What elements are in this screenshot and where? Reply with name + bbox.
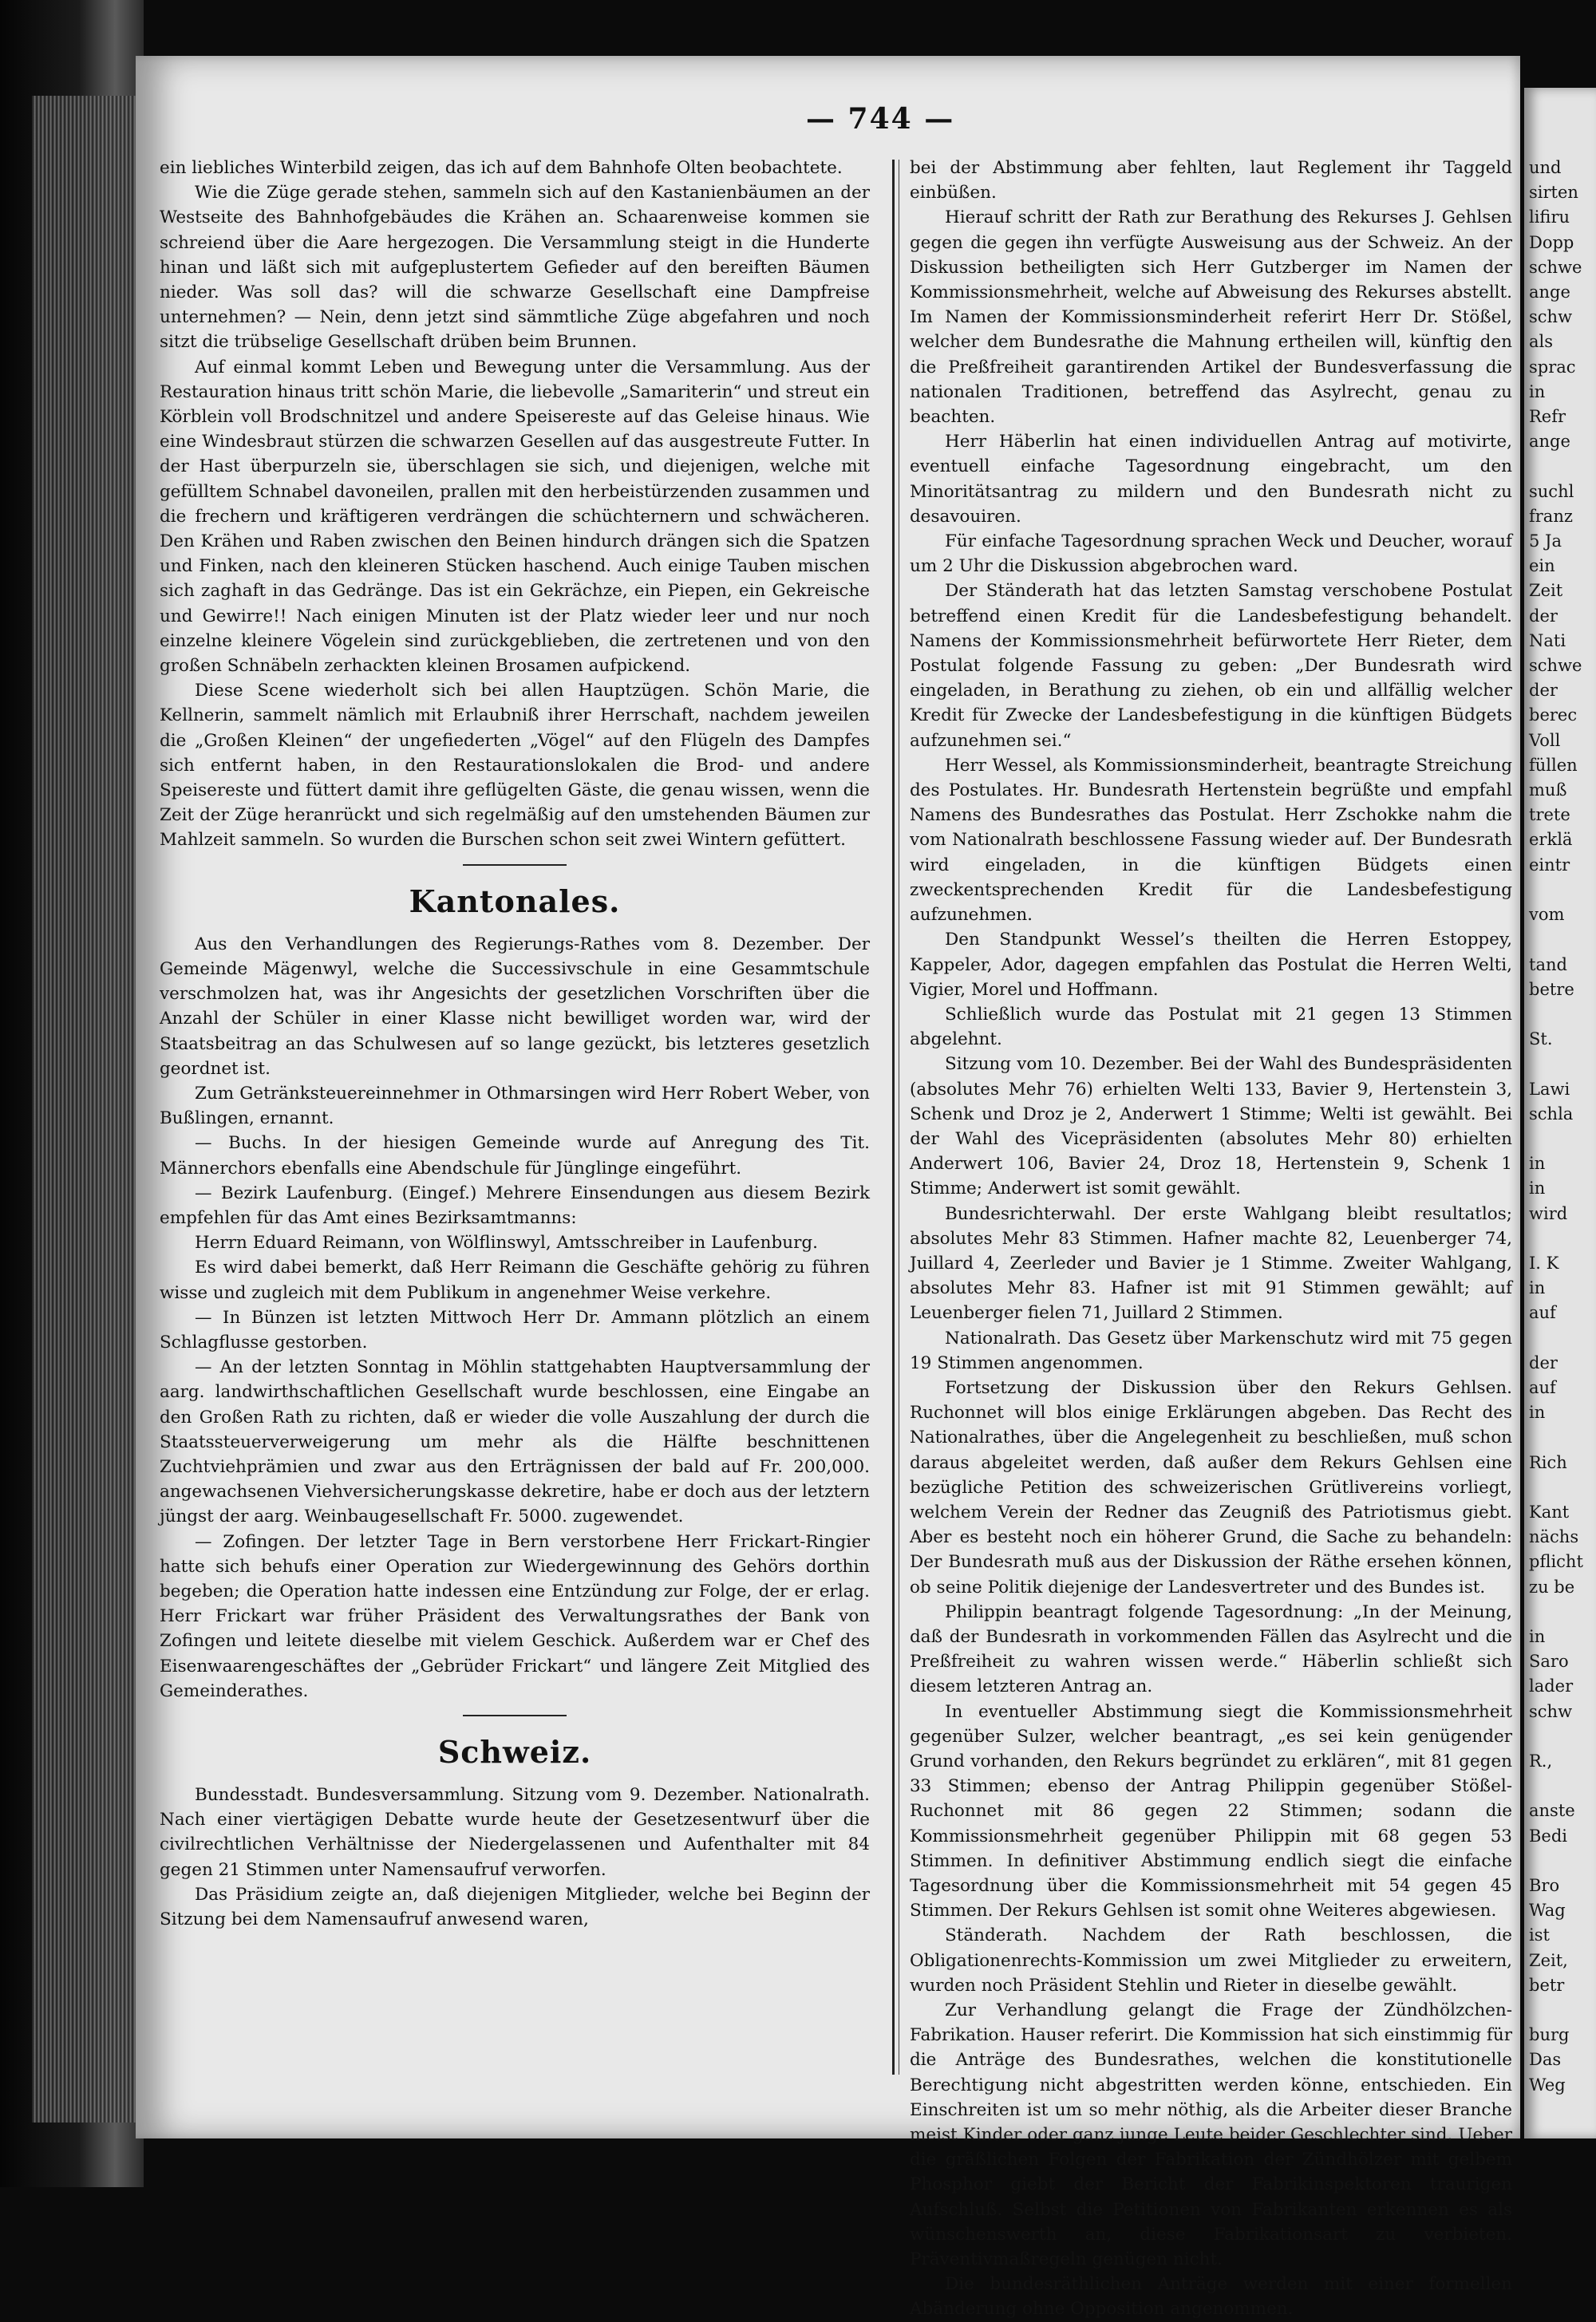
- next-page-line-fragment: suchl: [1529, 481, 1574, 501]
- next-page-line-fragment: schwe: [1529, 656, 1582, 676]
- next-page-line-fragment: [1524, 1600, 1596, 1625]
- next-page-line-fragment: Das: [1529, 2050, 1562, 2070]
- column-rule: [892, 160, 895, 2075]
- news-item: Herr Häberlin hat einen individuellen Antrag auf motivirte, eventuell einfache Tagesordnung eingebracht, um den Minoritätsantrag zu mildern und den Bundesrath nicht zu desavouiren.: [910, 432, 1512, 527]
- next-page-line-fragment: schwe: [1529, 257, 1582, 277]
- news-item: Bundesrichterwahl. Der erste Wahlgang bleibt resultatlos; absolutes Mehr 83 Stimmen. Hafner machte 82, Leuenberger 74, Juillard 4, Zeerleder und Bavier je 1 Stimme. Zweiter Wahlgang, absolutes Mehr 83. Hafner ist mit 91 Stimmen gewählt; auf Leuenberger fielen 71, Juillard 2 Stimmen.: [910, 1203, 1512, 1324]
- next-page-line-fragment: trete: [1529, 805, 1570, 825]
- next-page-line-fragment: muß: [1529, 780, 1567, 800]
- next-page-line-fragment: Bedi: [1529, 1826, 1568, 1846]
- news-item: Für einfache Tagesordnung sprachen Weck und Deucher, worauf um 2 Uhr die Diskussion abgebrochen ward.: [910, 531, 1512, 577]
- next-page-line-fragment: [1524, 927, 1596, 952]
- section-heading-schweiz: Schweiz.: [437, 1733, 592, 1770]
- next-page-line-fragment: ist: [1529, 1925, 1550, 1945]
- next-page-line-fragment: Saro: [1529, 1652, 1569, 1672]
- next-page-line-fragment: Zeit,: [1529, 1950, 1568, 1970]
- next-page-line-fragment: [1524, 1425, 1596, 1450]
- next-page-line-fragment: Voll: [1529, 730, 1561, 750]
- next-page-line-fragment: [1524, 1002, 1596, 1027]
- next-page-line-fragment: auf: [1529, 1377, 1556, 1397]
- next-page-line-fragment: Weg: [1529, 2075, 1566, 2095]
- next-page-line-fragment: der: [1529, 606, 1558, 626]
- next-page-line-fragment: betr: [1529, 1975, 1565, 1995]
- next-page-line-fragment: franz: [1529, 506, 1573, 526]
- next-page-line-fragment: in: [1529, 1626, 1546, 1646]
- news-item: — In Bünzen ist letzten Mittwoch Herr Dr. Ammann plötzlich an einem Schlagflusse gestorben.: [160, 1307, 870, 1353]
- article-paragraph: Auf einmal kommt Leben und Bewegung unter die Versammlung. Aus der Restauration hinaus tritt schön Marie, die liebevolle „Samariterin“ und streut ein Körblein voll Brodschnitzel und andere Speisereste auf das Geleise hinaus. Wie eine Windesbraut stürzen die schwarzen Gesellen auf das ausgestreute Futter. In der Hast überpurzeln sie, überschlagen sie sich, und diejenigen, welche mit gefülltem Schnabel davoneilen, prallen mit den herbeistürzenden zusammen und die frechern und kräftigeren verdrängen die schüchternern und schwächeren. Den Krähen und Raben zwischen den Beinen hindurch drängen sich die Spatzen und Finken, nach den kleineren Stücken haschend. Auch einige Tauben mischen sich zaghaft in das Gedränge. Das ist ein Gekrächze, ein Piepen, ein Gekreische und Gewirre!! Nach einigen Minuten ist der Platz wieder leer und nur noch einzelne kleinere Vögelein sind zurückgeblieben, die zertretenen und von den großen Schnäbeln zerhackten kleinen Brosamen aufpickend.: [160, 357, 870, 677]
- news-item: — Buchs. In der hiesigen Gemeinde wurde auf Anregung des Tit. Männerchors ebenfalls eine Abendschule für Jünglinge eingeführt.: [160, 1133, 870, 1179]
- page-stack-edge: [32, 96, 144, 2123]
- news-item: — Bezirk Laufenburg. (Eingef.) Mehrere Einsendungen aus diesem Bezirk empfehlen für das Amt eines Bezirksamtmanns:: [160, 1183, 870, 1228]
- next-page-line-fragment: burg: [1529, 2025, 1570, 2045]
- next-page-line-fragment: [1524, 1724, 1596, 1749]
- next-page-line-fragment: in: [1529, 1278, 1546, 1298]
- next-page-line-fragment: wird: [1529, 1203, 1568, 1223]
- news-item: Der Ständerath hat das letzten Samstag verschobene Postulat betreffend einen Kredit für die Landesbefestigung behandelt. Namens der Kommissionsmehrheit befürwortete Herr Rieter, dem Postulat folgende Fassung zu geben: „Der Bundesrath wird eingeladen, in Berathung zu ziehen, ob ein und allfällig welcher Kredit für Zwecke der Landesbefestigung in die künftigen Büdgets aufzunehmen sei.“: [910, 581, 1512, 751]
- next-page-line-fragment: und: [1529, 158, 1562, 177]
- news-item: Es wird dabei bemerkt, daß Herr Reimann die Geschäfte gehörig zu führen wisse und zugleich mit dem Publikum in angenehmer Weise verkehre.: [160, 1258, 870, 1303]
- news-item: — An der letzten Sonntag in Möhlin stattgehabten Hauptversammlung der aarg. landwirthschaftlichen Gesellschaft wurde beschlossen, eine Eingabe an den Großen Rath zu richten, daß er wieder die volle Auszahlung der durch die Staatssteuerverweigerung um mehr als die Hälfte beschnittenen Zuchtviehprämien und zwar aus den Erträgnissen der bald auf Fr. 200,000. angewachsenen Viehversicherungskasse dekretire, habe er doch aus der letztern jüngst der aarg. Weinbaugesellschaft Fr. 5000. zugewendet.: [160, 1357, 870, 1527]
- news-item: Zur Verhandlung gelangt die Frage der Zündhölzchen-Fabrikation. Hauser referirt. Die Kommission hat sich einstimmig für die Anträge des Bundesrathes, welchen die konstitutionelle Berechtigung nicht abgestritten werden könne, entschieden. Ein Einschreiten ist um so mehr nöthig, als die Arbeiter dieser Branche meist Kinder oder ganz junge Leute beider Geschlechter sind. Ueber die gräßlichen Folgen der Fabrikation der Zündhölzer mit gelbem Phosphor giebt der Bericht der Fabrikinspektoren traurigen Aufschluß. Selbst die Petitionen von Fabrikanten erkennen es als wünschenswerth an, diese Fabrikationsart zu verbieten. Präventivmaßregeln genügen nicht.: [910, 2000, 1512, 2270]
- section-divider: [463, 864, 567, 866]
- next-page-line-fragment: nächs: [1529, 1527, 1579, 1547]
- next-page-line-fragment: der: [1529, 681, 1558, 701]
- news-item: Fortsetzung der Diskussion über den Rekurs Gehlsen. Ruchonnet will blos einige Erklärungen abgeben. Das Recht des Nationalrathes, über die Angelegenheit zu beschließen, muß schon daraus abgeleitet werden, daß außer dem Rekurs Gehlsen eine bezügliche Petition des schweizerischen Grütlivereins vorliegt, welchem Verein der Redner das Zeugniß des Patriotismus giebt. Aber es besteht noch ein höherer Grund, die Sache zu behandeln: Der Bundesrath muß aus der Diskussion der Räthe ersehen können, ob seine Politik diejenige der Landesvertreter und des Bundes ist.: [910, 1377, 1512, 1597]
- next-page-line-fragment: Bro: [1529, 1876, 1560, 1896]
- next-page-line-fragment: als: [1529, 332, 1554, 352]
- news-item: Zum Getränksteuereinnehmer in Othmarsingen wird Herr Robert Weber, von Bußlingen, ernannt.: [160, 1083, 870, 1129]
- next-page-line-fragment: füllen: [1529, 755, 1578, 775]
- next-page-line-fragment: Kant: [1529, 1502, 1570, 1522]
- section-divider: [463, 1715, 567, 1716]
- article-continuation: bei der Abstimmung aber fehlten, laut Reglement ihr Taggeld einbüßen.: [910, 158, 1512, 203]
- next-page-line-fragment: erklä: [1529, 830, 1573, 850]
- next-page-line-fragment: der: [1529, 1353, 1558, 1372]
- next-page-line-fragment: auf: [1529, 1303, 1556, 1323]
- article-paragraph: Diese Scene wiederholt sich bei allen Hauptzügen. Schön Marie, die Kellnerin, sammelt nämlich mit Erlaubniß ihrer Herrschaft, nachdem jeweilen die „Großen Kleinen“ der ungefiederten „Vögel“ auf den Flügeln des Dampfes sich entfernt haben, in den Restaurationslokalen die Brod- und andere Speisereste und füttert damit ihre geflügelten Gäste, die genau wissen, wenn die Zeit der Züge heranrückt und sich regelmäßig auf den umstehenden Bäumen zur Mahlzeit sammeln. So wurden die Burschen schon seit zwei Wintern gefüttert.: [160, 681, 870, 851]
- news-item: Nationalrath. Das Gesetz über Markenschutz wird mit 75 gegen 19 Stimmen angenommen.: [910, 1328, 1512, 1373]
- news-item: Hierauf schritt der Rath zur Berathung des Rekurses J. Gehlsen gegen die gegen ihn verfügte Ausweisung aus der Schweiz. An der Diskussion betheiligten sich Herr Gutzberger im Namen der Kommissionsmehrheit, welche auf Abweisung des Rekurses abstellt. Im Namen der Kommissionsminderheit referirt Herr Dr. Stößel, welcher dem Bundesrathe die Mahnung ertheilen will, künftig den die Preßfreiheit garantirenden Artikel der Bundesverfassung die nationalen Traditionen, betreffend das Asylrecht, genau zu beachten.: [910, 207, 1512, 428]
- news-item: Herr Wessel, als Kommissionsminderheit, beantragte Streichung des Postulates. Hr. Bundesrath Hertenstein begrüßte und empfahl Namens des Bundesrathes das Postulat. Herr Zschokke nahm die vom Nationalrath beschlossene Fassung wieder auf. Der Bundesrath wird eingeladen, in die künftigen Büdgets einen zweckentsprechenden Kredit für die Landesbefestigung aufzunehmen.: [910, 755, 1512, 926]
- next-page-line-fragment: betre: [1529, 979, 1574, 999]
- next-page-line-fragment: anste: [1529, 1801, 1575, 1821]
- next-page-line-fragment: [1524, 1326, 1596, 1351]
- next-page-line-fragment: Rich: [1529, 1452, 1567, 1472]
- next-page-line-fragment: berec: [1529, 705, 1578, 725]
- next-page-line-fragment: lader: [1529, 1676, 1574, 1696]
- page-number: — 744 —: [806, 102, 955, 136]
- next-page-line-fragment: 5 Ja: [1529, 531, 1562, 551]
- right-column: [910, 156, 1512, 2322]
- next-page-line-fragment: [1524, 1052, 1596, 1076]
- news-item: In eventueller Abstimmung siegt die Kommissionsmehrheit gegenüber Sulzer, welcher beantragt, „es sei kein genügender Grund vorhanden, den Rekurs begründet zu erklären“, mit 81 gegen 33 Stimmen; ebenso der Antrag Philippin gegenüber Stößel-Ruchonnet mit 86 gegen 22 Stimmen; sodann die Kommissionsmehrheit gegenüber Philippin mit 68 gegen 53 Stimmen. In definitiver Abstimmung endlich siegt die einfache Tagesordnung über die Kommissionsmehrheit mit 54 gegen 45 Stimmen. Der Rekurs Gehlsen ist somit ohne Weiteres abgewiesen.: [910, 1701, 1512, 1921]
- left-column: [160, 156, 870, 1932]
- news-item: Herrn Eduard Reimann, von Wölflinswyl, Amtsschreiber in Laufenburg.: [195, 1233, 818, 1254]
- next-page-line-fragment: Wag: [1529, 1901, 1566, 1921]
- next-page-line-fragment: St.: [1529, 1029, 1553, 1049]
- next-page-line-fragment: tand: [1529, 954, 1567, 974]
- next-page-line-fragment: [1524, 1127, 1596, 1151]
- next-page-line-fragment: in: [1529, 1154, 1546, 1174]
- next-page-line-fragment: Dopp: [1529, 232, 1574, 252]
- next-page-line-fragment: in: [1529, 1179, 1546, 1199]
- next-page-line-fragment: I. K: [1529, 1253, 1559, 1273]
- next-page-edge: [1524, 88, 1596, 2138]
- next-page-line-fragment: vom: [1529, 905, 1565, 925]
- next-page-line-fragment: eintr: [1529, 855, 1570, 875]
- news-item: Den Standpunkt Wessel’s theilten die Herren Estoppey, Kappeler, Ador, dagegen empfahlen das Postulat die Herren Welti, Vigier, Morel und Hoffmann.: [910, 930, 1512, 1000]
- news-item: Sitzung vom 10. Dezember. Bei der Wahl des Bundespräsidenten (absolutes Mehr 76) erhielten Welti 133, Bavier 9, Hertenstein 3, Schenk und Droz je 2, Anderwert 1 Stimme; Welti ist gewählt. Bei der Wahl des Vicepräsidenten (absolutes Mehr 80) erhielten Anderwert 106, Bavier 24, Droz 18, Hertenstein 9, Schenk 1 Stimme; Anderwert ist somit gewählt.: [910, 1054, 1512, 1199]
- next-page-line-fragment: ange: [1529, 432, 1570, 452]
- article-continuation: ein liebliches Winterbild zeigen, das ich auf dem Bahnhofe Olten beobachtete.: [160, 158, 843, 178]
- next-page-line-fragment: [1524, 1226, 1596, 1251]
- next-page-line-fragment: sprac: [1529, 357, 1576, 377]
- next-page-line-fragment: [1524, 878, 1596, 902]
- news-item: Aus den Verhandlungen des Regierungs-Rathes vom 8. Dezember. Der Gemeinde Mägenwyl, welche die Successivschule in eine Gesammtschule verschmolzen hat, was ihr Angesichts der gesetzlichen Vorschriften über die Anzahl der Schüler in einer Klasse nicht bewilliget worden war, wird der Staatsbeitrag an das Schulwesen auf so lange gezückt, bis letzteres gesetzlich geordnet ist.: [160, 934, 870, 1079]
- next-page-line-fragment: ein: [1529, 556, 1555, 576]
- news-item: Das Präsidium zeigte an, daß diejenigen Mitglieder, welche bei Beginn der Sitzung bei dem Namensaufruf anwesend waren,: [160, 1884, 870, 1929]
- news-item: Schließlich wurde das Postulat mit 21 gegen 13 Stimmen abgelehnt.: [910, 1004, 1512, 1050]
- next-page-line-fragment: [1524, 1998, 1596, 2023]
- section-heading-kantonales: Kantonales.: [409, 883, 621, 919]
- news-item: Bundesstadt. Bundesversammlung. Sitzung vom 9. Dezember. Nationalrath. Nach einer viertägigen Debatte wurde heute der Gesetzesentwurf über die civilrechtlichen Verhältnisse der Niedergelassenen und Aufenthalter mit 84 gegen 21 Stimmen unter Namensaufruf verworfen.: [160, 1784, 870, 1880]
- next-page-line-fragment: Lawi: [1529, 1079, 1570, 1099]
- next-page-line-fragment: lifiru: [1529, 207, 1570, 227]
- next-page-line-fragment: in: [1529, 1403, 1546, 1423]
- news-item: Die bundesräthlichen Anträge werden mit einer formellen Abänderung ohne Opposition angenommen.: [910, 2274, 1512, 2320]
- next-page-line-fragment: Nati: [1529, 630, 1566, 650]
- next-page-line-fragment: [1524, 1774, 1596, 1799]
- news-item: Ständerath. Nachdem der Rath beschlossen, die Obligationenrechts-Kommission um zwei Mitglieder zu erweitern, wurden noch Präsident Stehlin und Rieter in dieselbe gewählt.: [910, 1925, 1512, 1996]
- next-page-line-fragment: schw: [1529, 1701, 1573, 1721]
- next-page-line-fragment: zu be: [1529, 1577, 1575, 1597]
- next-page-line-fragment: [1524, 1849, 1596, 1874]
- next-page-line-fragment: [1524, 1475, 1596, 1500]
- next-page-column-fragments: [1524, 88, 1596, 2098]
- next-page-line-fragment: [1524, 454, 1596, 479]
- news-item: Philippin beantragt folgende Tagesordnung: „In der Meinung, daß der Bundesrath in vorkommenden Fällen das Asylrecht und die Preßfreiheit zu wahren wissen werde.“ Häberlin schließt sich diesem letzteren Antrag an.: [910, 1601, 1512, 1697]
- next-page-line-fragment: ange: [1529, 282, 1570, 302]
- next-page-line-fragment: in: [1529, 381, 1546, 401]
- news-item: — Zofingen. Der letzter Tage in Bern verstorbene Herr Frickart-Ringier hatte sich behufs einer Operation zur Wiedergewinnung des Gehörs dorthin begeben; die Operation hatte indessen eine Entzündung zur Folge, der er erlag. Herr Frickart war früher Präsident des Verwaltungsrathes der Bank von Zofingen und leitete dieselbe mit vielem Geschick. Außerdem war er Chef des Eisenwaarengeschäftes der „Gebrüder Frickart“ und längere Zeit Mitglied des Gemeinderathes.: [160, 1531, 870, 1701]
- next-page-line-fragment: schla: [1529, 1104, 1574, 1123]
- article-paragraph: Wie die Züge gerade stehen, sammeln sich auf den Kastanienbäumen an der Westseite des Bahnhofgebäudes die Krähen an. Schaarenweise kommen sie schreiend über die Aare hergezogen. Die Versammlung steigt in die Hunderte hinan und läßt sich mit aufgeplustertem Gefieder auf den bereiften Bäumen nieder. Was soll das? will die schwarze Gesellschaft eine Dampfreise unternehmen? — Nein, denn jetzt sind sämmtliche Züge abgefahren und noch sitzt die trübselige Gesellschaft drüben beim Brunnen.: [160, 183, 870, 353]
- next-page-line-fragment: Zeit: [1529, 581, 1563, 601]
- next-page-line-fragment: sirten: [1529, 183, 1578, 203]
- next-page-line-fragment: pflicht: [1529, 1552, 1583, 1572]
- next-page-line-fragment: schw: [1529, 307, 1573, 327]
- next-page-line-fragment: Refr: [1529, 407, 1566, 427]
- next-page-line-fragment: R.,: [1529, 1751, 1553, 1771]
